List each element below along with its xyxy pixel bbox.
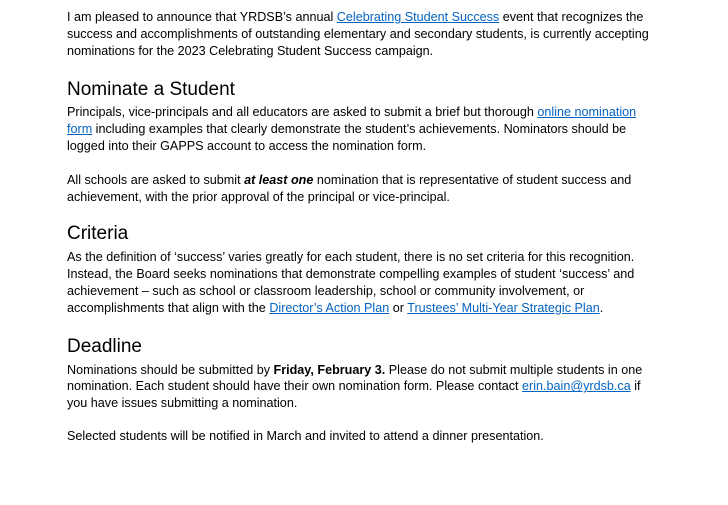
nominate-paragraph-1 (67, 104, 657, 154)
nominate-p2-end: nomination that is representative of student success and achievement, with the prior approval of the principal or vice-principal. (67, 172, 632, 204)
deadline-text-start: Nominations should be submitted by (67, 362, 274, 377)
intro-text-end: event that recognizes the success and accomplishments of outstanding elementary and secondary students, is currently accepting nominations for the 2023 Celebrating Student Success campaign. (67, 10, 649, 58)
deadline-text-mid: Please do not submit multiple students in one nomination. Each student should have their own nomination form. Please contact (67, 362, 643, 394)
nominate-p2-start: All schools are asked to submit (67, 172, 245, 187)
criteria-text-end: . (599, 300, 604, 315)
at-least-one-emphasis: at least one (244, 172, 314, 187)
nominate-paragraph-2 (67, 172, 657, 206)
intro-paragraph (67, 9, 657, 59)
directors-action-plan-link[interactable]: Director’s Action Plan (269, 300, 390, 315)
nominate-text-start: Principals, vice-principals and all educators are asked to submit a brief but thorough (67, 105, 538, 120)
deadline-paragraph-2: Selected students will be notified in March and invited to attend a dinner presentation. (67, 428, 544, 443)
criteria-text-start: As the definition of ‘success’ varies greatly for each student, there is no set criteria for this recognition. Instead, the Board seeks nominations that demonstrate compelling examples of student ‘success’ and achievement – such as school or classroom leadership, school or community involvement, or accomplishments that align with the (67, 250, 635, 315)
document-body (67, 8, 657, 445)
trustees-strategic-plan-link[interactable]: Trustees’ Multi-Year Strategic Plan (407, 300, 600, 315)
celebrating-student-success-link[interactable]: Celebrating Student Success (336, 10, 500, 24)
deadline-text-end: if you have issues submitting a nomination. (67, 379, 641, 411)
deadline-paragraph-1 (67, 362, 657, 412)
deadline-heading: Deadline (67, 335, 142, 357)
intro-text-start: I am pleased to announce that YRDSB’s annual (67, 10, 337, 24)
criteria-paragraph (67, 249, 657, 316)
online-nomination-form-link[interactable]: online nomination form (67, 105, 637, 137)
nominate-heading: Nominate a Student (67, 79, 235, 101)
nominate-text-end: including examples that clearly demonstrate the student’s achievements. Nominators should be logged into their GAPPS account to access the nomination form. (67, 122, 627, 153)
contact-email-link[interactable]: erin.bain@yrdsb.ca (522, 379, 631, 394)
deadline-date: Friday, February 3. (273, 362, 386, 377)
criteria-text-or: or (389, 300, 408, 315)
criteria-heading: Criteria (67, 223, 129, 245)
